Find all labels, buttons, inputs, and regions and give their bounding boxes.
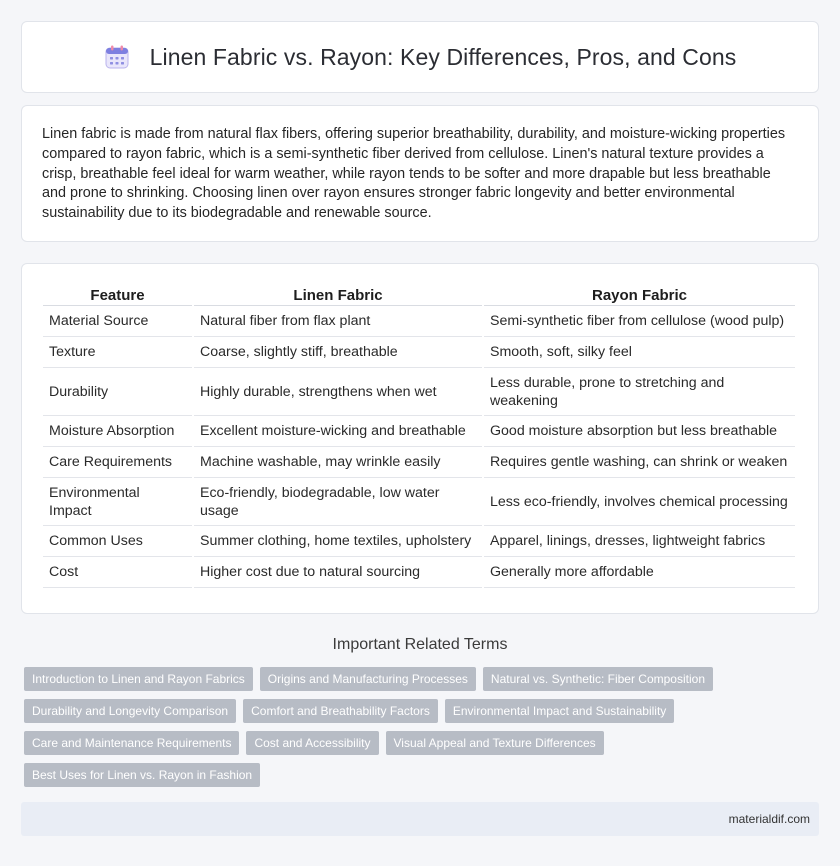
related-tag[interactable]: Introduction to Linen and Rayon Fabrics — [24, 667, 253, 691]
footer — [21, 802, 819, 836]
rayon-cell: Apparel, linings, dresses, lightweight fabrics — [484, 526, 795, 557]
feature-cell: Durability — [43, 368, 192, 416]
feature-cell: Texture — [43, 337, 192, 368]
header-feature: Feature — [43, 286, 192, 306]
linen-cell: Excellent moisture-wicking and breathable — [194, 416, 482, 447]
related-terms-title: Important Related Terms — [332, 636, 508, 653]
table-row — [43, 306, 795, 337]
feature-cell: Care Requirements — [43, 447, 192, 478]
rayon-cell: Requires gentle washing, can shrink or weaken — [484, 447, 795, 478]
feature-cell: Moisture Absorption — [43, 416, 192, 447]
related-tag[interactable]: Natural vs. Synthetic: Fiber Composition — [483, 667, 713, 691]
related-tag[interactable]: Origins and Manufacturing Processes — [260, 667, 476, 691]
table-row — [43, 416, 795, 447]
page-title: Linen Fabric vs. Rayon: Key Differences, Pros, and Cons — [149, 43, 737, 70]
calendar-icon — [104, 44, 130, 70]
related-tag[interactable]: Environmental Impact and Sustainability — [445, 699, 674, 723]
table-header-row — [43, 286, 795, 306]
comparison-card — [21, 263, 819, 614]
table-row — [43, 368, 795, 416]
rayon-cell: Smooth, soft, silky feel — [484, 337, 795, 368]
linen-cell: Highly durable, strengthens when wet — [194, 368, 482, 416]
footer-site-link[interactable]: materialdif.com — [728, 812, 810, 826]
header — [104, 44, 737, 71]
header-card — [21, 21, 819, 93]
comparison-table — [41, 286, 797, 588]
related-tag[interactable]: Cost and Accessibility — [246, 731, 378, 755]
feature-cell: Material Source — [43, 306, 192, 337]
linen-cell: Eco-friendly, biodegradable, low water usage — [194, 478, 482, 526]
table-row — [43, 447, 795, 478]
tag-row — [24, 731, 814, 755]
rayon-cell: Good moisture absorption but less breathable — [484, 416, 795, 447]
feature-cell: Cost — [43, 557, 192, 588]
related-tags — [24, 667, 814, 795]
table-row — [43, 337, 795, 368]
tag-row — [24, 667, 814, 691]
header-rayon: Rayon Fabric — [484, 286, 795, 306]
intro-paragraph: Linen fabric is made from natural flax fibers, offering superior breathability, durability, and moisture-wicking properties compared to rayon fabric, which is a semi-synthetic fiber derived from cellulose. Linen's natural texture provides a crisp, breathable feel ideal for warm weather, while rayon tends to be softer and more drapable but less breathable and prone to shrinking. Choosing linen over rayon ensures stronger fabric longevity and better environmental sustainability due to its biodegradable and renewable source. — [42, 126, 786, 222]
related-tag[interactable]: Care and Maintenance Requirements — [24, 731, 239, 755]
rayon-cell: Less eco-friendly, involves chemical processing — [484, 478, 795, 526]
header-linen: Linen Fabric — [194, 286, 482, 306]
intro-card — [21, 105, 819, 242]
related-tag[interactable]: Durability and Longevity Comparison — [24, 699, 236, 723]
linen-cell: Summer clothing, home textiles, upholstery — [194, 526, 482, 557]
table-row — [43, 478, 795, 526]
feature-cell: Common Uses — [43, 526, 192, 557]
tag-row — [24, 699, 814, 723]
related-tag[interactable]: Visual Appeal and Texture Differences — [386, 731, 604, 755]
rayon-cell: Generally more affordable — [484, 557, 795, 588]
rayon-cell: Less durable, prone to stretching and weakening — [484, 368, 795, 416]
tag-row — [24, 763, 814, 787]
linen-cell: Natural fiber from flax plant — [194, 306, 482, 337]
linen-cell: Machine washable, may wrinkle easily — [194, 447, 482, 478]
linen-cell: Coarse, slightly stiff, breathable — [194, 337, 482, 368]
related-tag[interactable]: Comfort and Breathability Factors — [243, 699, 438, 723]
related-tag[interactable]: Best Uses for Linen vs. Rayon in Fashion — [24, 763, 260, 787]
feature-cell: Environmental Impact — [43, 478, 192, 526]
linen-cell: Higher cost due to natural sourcing — [194, 557, 482, 588]
table-row — [43, 526, 795, 557]
table-row — [43, 557, 795, 588]
rayon-cell: Semi-synthetic fiber from cellulose (wood pulp) — [484, 306, 795, 337]
